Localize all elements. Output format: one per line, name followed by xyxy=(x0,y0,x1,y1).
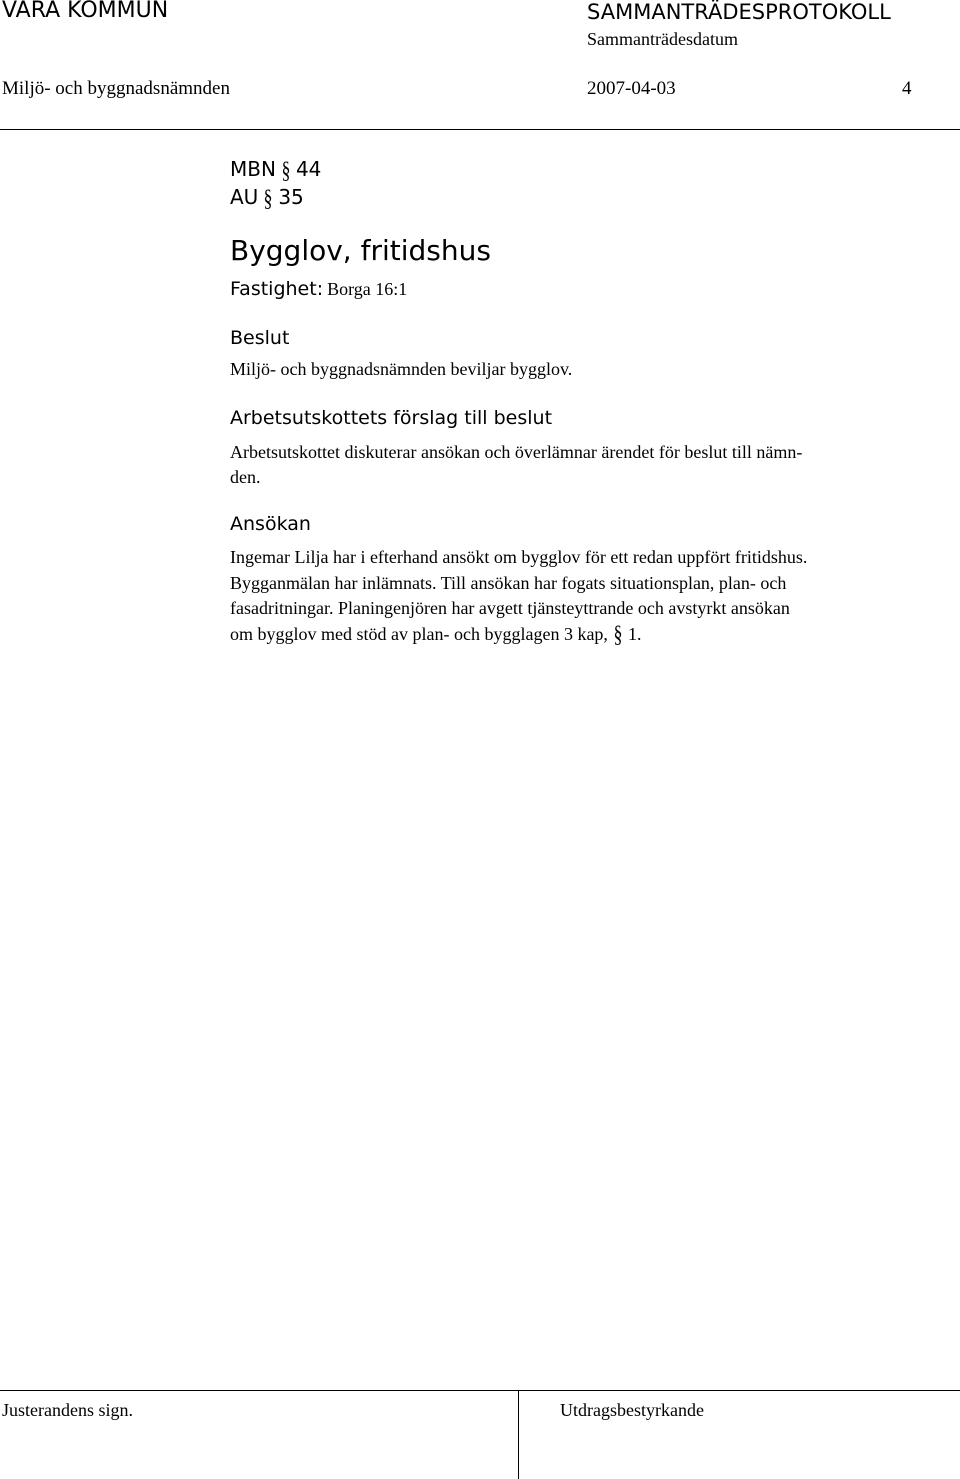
section-number: 1. xyxy=(627,623,642,644)
application-text xyxy=(230,545,930,648)
page-number: 4 xyxy=(902,78,912,99)
text-line: Bygganmälan har inlämnats. Till ansökan har fogats situationsplan, plan- och xyxy=(230,572,787,593)
meeting-date: 2007-04-03 xyxy=(587,78,676,99)
property-value: Borga 16:1 xyxy=(327,279,408,299)
footer-divider xyxy=(0,1390,960,1391)
text-line: Ingemar Lilja har i efterhand ansökt om bygglov för ett redan uppfört fritidshus. xyxy=(230,547,808,567)
decision-heading: Beslut xyxy=(230,327,290,349)
extract-certification-label: Utdragsbestyrkande xyxy=(560,1400,704,1420)
case-title: Bygglov, fritidshus xyxy=(230,234,491,267)
document-type: SAMMANTRÄDESPROTOKOLL xyxy=(587,0,891,24)
mbn-label: MBN xyxy=(230,157,276,181)
section-sign-icon: § xyxy=(281,158,291,184)
text-line: den. xyxy=(230,467,261,487)
header-divider xyxy=(0,129,960,130)
organization-name: VARA KOMMUN xyxy=(2,0,169,23)
property-line xyxy=(230,278,930,300)
meeting-date-label: Sammanträdesdatum xyxy=(587,29,738,49)
au-number: 35 xyxy=(278,185,304,209)
text-line: Arbetsutskottet diskuterar ansökan och överlämnar ärendet för beslut till nämn- xyxy=(230,442,803,462)
working-committee-text xyxy=(230,440,930,490)
au-paragraph-reference xyxy=(230,185,930,213)
committee-name: Miljö- och byggnadsnämnden xyxy=(2,78,230,99)
au-label: AU xyxy=(230,185,259,209)
text-line: fasadritningar. Planingenjören har avgett tjänsteyttrande och avstyrkt ansökan xyxy=(230,598,790,618)
section-sign-icon: § xyxy=(263,186,273,212)
application-heading: Ansökan xyxy=(230,513,311,535)
property-label: Fastighet: xyxy=(230,278,324,300)
mbn-paragraph-reference xyxy=(230,157,930,185)
text-line-content: om bygglov med stöd av plan- och bygglagen 3 kap, xyxy=(230,623,608,644)
footer-column-divider xyxy=(518,1390,519,1479)
adjuster-signature-label: Justerandens sign. xyxy=(2,1400,133,1420)
working-committee-heading: Arbetsutskottets förslag till beslut xyxy=(230,407,553,429)
decision-text: Miljö- och byggnadsnämnden beviljar bygglov. xyxy=(230,359,573,379)
mbn-number: 44 xyxy=(295,157,322,181)
text-line-final xyxy=(230,622,930,649)
section-sign-icon: § xyxy=(613,621,623,648)
